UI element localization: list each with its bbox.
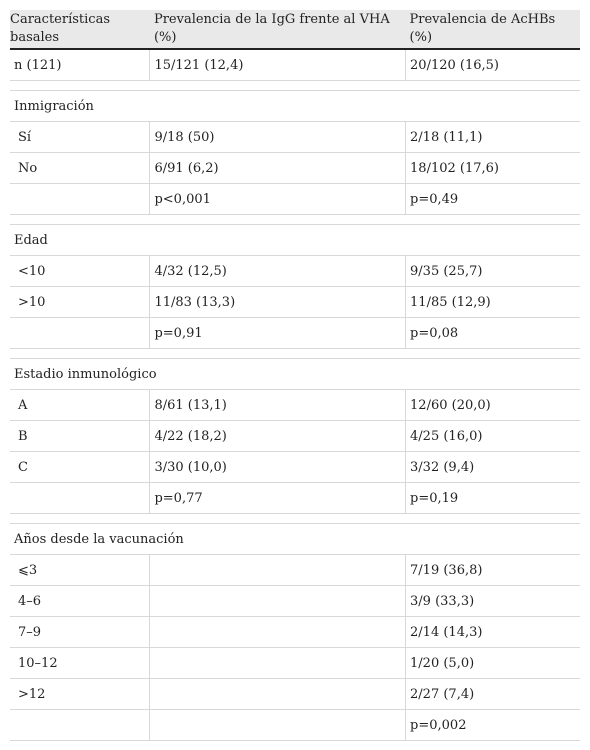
n-igg: 15/121 (12,4) bbox=[150, 49, 406, 81]
row-category: C bbox=[10, 452, 150, 483]
table-row bbox=[10, 679, 580, 710]
row-category bbox=[10, 318, 150, 349]
n-achbs: 20/120 (16,5) bbox=[406, 49, 580, 81]
table-row bbox=[10, 483, 580, 514]
header-characteristics: Características basales bbox=[10, 10, 150, 49]
row-category bbox=[10, 710, 150, 741]
row-igg-vha: 6/91 (6,2) bbox=[150, 153, 406, 184]
n-row bbox=[10, 49, 580, 81]
table-row bbox=[10, 648, 580, 679]
row-achbs: p=0,49 bbox=[406, 184, 580, 215]
section-title: Edad bbox=[10, 225, 580, 256]
header-igg-vha: Prevalencia de la IgG frente al VHA (%) bbox=[150, 10, 406, 49]
row-achbs: 2/14 (14,3) bbox=[406, 617, 580, 648]
row-achbs: 2/18 (11,1) bbox=[406, 122, 580, 153]
row-category: <10 bbox=[10, 256, 150, 287]
section-title: Estadio inmunológico bbox=[10, 359, 580, 390]
table-row bbox=[10, 122, 580, 153]
spacer-cell bbox=[10, 215, 580, 225]
row-igg-vha bbox=[150, 679, 406, 710]
row-achbs: 1/20 (5,0) bbox=[406, 648, 580, 679]
spacer-cell bbox=[10, 81, 580, 91]
spacer-row bbox=[10, 514, 580, 524]
row-achbs: 12/60 (20,0) bbox=[406, 390, 580, 421]
row-achbs: 3/32 (9,4) bbox=[406, 452, 580, 483]
row-igg-vha: 3/30 (10,0) bbox=[150, 452, 406, 483]
spacer-cell bbox=[10, 514, 580, 524]
table-body bbox=[10, 49, 580, 741]
row-igg-vha: 4/32 (12,5) bbox=[150, 256, 406, 287]
spacer-row bbox=[10, 215, 580, 225]
row-igg-vha: p=0,91 bbox=[150, 318, 406, 349]
section-row bbox=[10, 359, 580, 390]
section-row bbox=[10, 524, 580, 555]
row-igg-vha: p<0,001 bbox=[150, 184, 406, 215]
table-row bbox=[10, 710, 580, 741]
row-achbs: 4/25 (16,0) bbox=[406, 421, 580, 452]
section-row bbox=[10, 225, 580, 256]
row-igg-vha bbox=[150, 648, 406, 679]
table-row bbox=[10, 452, 580, 483]
table-row bbox=[10, 617, 580, 648]
table-row bbox=[10, 153, 580, 184]
n-label: n (121) bbox=[10, 49, 150, 81]
table-row bbox=[10, 318, 580, 349]
row-category: >10 bbox=[10, 287, 150, 318]
row-category bbox=[10, 483, 150, 514]
prevalence-table bbox=[10, 10, 580, 741]
row-igg-vha: 11/83 (13,3) bbox=[150, 287, 406, 318]
row-igg-vha bbox=[150, 555, 406, 586]
row-achbs: 2/27 (7,4) bbox=[406, 679, 580, 710]
spacer-cell bbox=[10, 349, 580, 359]
row-igg-vha: 4/22 (18,2) bbox=[150, 421, 406, 452]
table-row bbox=[10, 586, 580, 617]
table-row bbox=[10, 184, 580, 215]
spacer-row bbox=[10, 81, 580, 91]
row-achbs: 3/9 (33,3) bbox=[406, 586, 580, 617]
section-title: Años desde la vacunación bbox=[10, 524, 580, 555]
row-achbs: 9/35 (25,7) bbox=[406, 256, 580, 287]
row-category: ⩽3 bbox=[10, 555, 150, 586]
row-igg-vha: p=0,77 bbox=[150, 483, 406, 514]
row-category: 4–6 bbox=[10, 586, 150, 617]
table-row bbox=[10, 421, 580, 452]
row-igg-vha: 8/61 (13,1) bbox=[150, 390, 406, 421]
table-row bbox=[10, 256, 580, 287]
table-row bbox=[10, 390, 580, 421]
section-row bbox=[10, 91, 580, 122]
section-title: Inmigración bbox=[10, 91, 580, 122]
row-igg-vha bbox=[150, 586, 406, 617]
row-igg-vha bbox=[150, 710, 406, 741]
row-category: B bbox=[10, 421, 150, 452]
table-row bbox=[10, 555, 580, 586]
row-igg-vha: 9/18 (50) bbox=[150, 122, 406, 153]
row-category: Sí bbox=[10, 122, 150, 153]
header-achbs: Prevalencia de AcHBs (%) bbox=[406, 10, 580, 49]
row-achbs: 11/85 (12,9) bbox=[406, 287, 580, 318]
table-row bbox=[10, 287, 580, 318]
row-achbs: p=0,002 bbox=[406, 710, 580, 741]
row-category bbox=[10, 184, 150, 215]
row-achbs: 7/19 (36,8) bbox=[406, 555, 580, 586]
row-igg-vha bbox=[150, 617, 406, 648]
row-category: A bbox=[10, 390, 150, 421]
header-row bbox=[10, 10, 580, 49]
row-category: No bbox=[10, 153, 150, 184]
row-category: 7–9 bbox=[10, 617, 150, 648]
row-category: >12 bbox=[10, 679, 150, 710]
spacer-row bbox=[10, 349, 580, 359]
row-achbs: p=0,08 bbox=[406, 318, 580, 349]
table-header bbox=[10, 10, 580, 49]
row-achbs: p=0,19 bbox=[406, 483, 580, 514]
row-category: 10–12 bbox=[10, 648, 150, 679]
row-achbs: 18/102 (17,6) bbox=[406, 153, 580, 184]
